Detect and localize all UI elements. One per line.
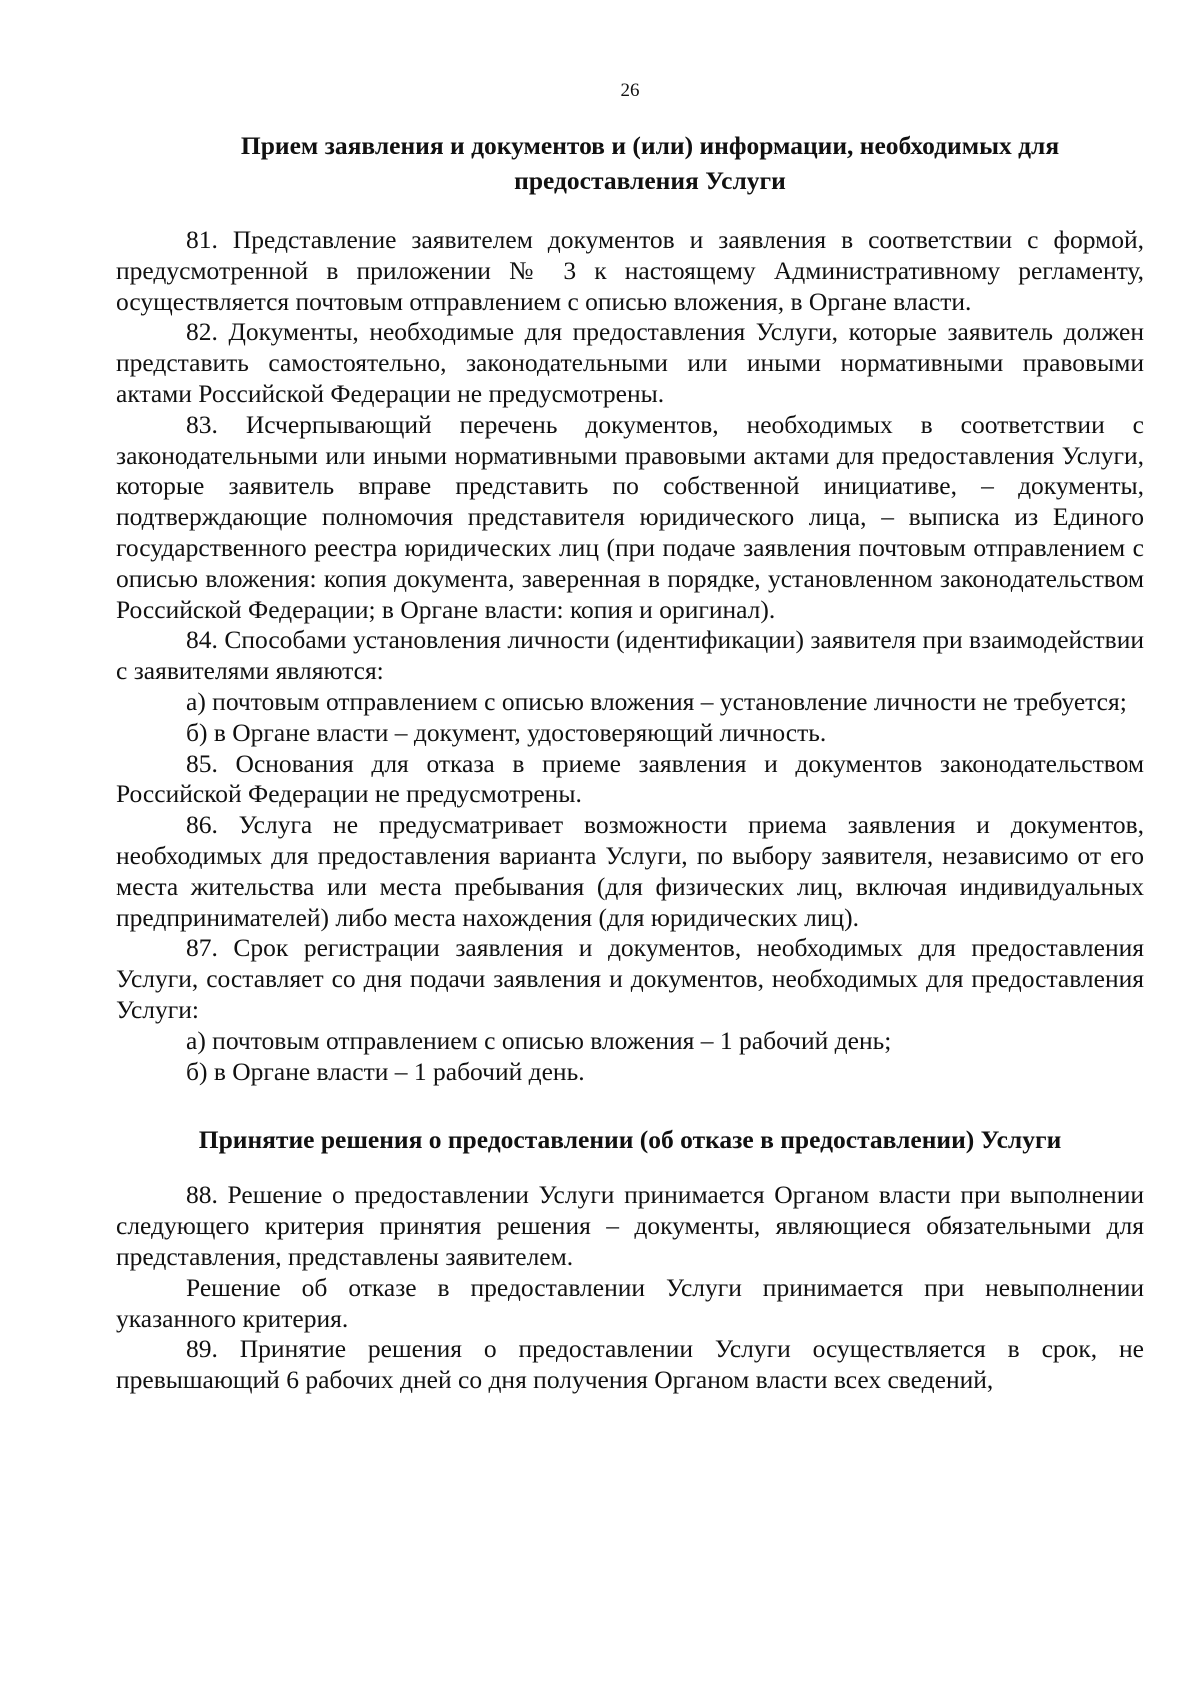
paragraph-86: 86. Услуга не предусматривает возможности приема заявления и документов, необходимых для предоставления варианта Услуги, по выбору заявителя, независимо от его места жительства или места пребывания (для физических лиц, включая индивидуальных предпринимателей) либо места нахождения (для юридических лиц). <box>116 810 1144 932</box>
section-heading-reception: Прием заявления и документов и (или) информации, необходимых для предоставления Услуги <box>240 131 1060 195</box>
paragraph-88-refusal: Решение об отказе в предоставлении Услуги принимается при невыполнении указанного критерия. <box>116 1272 1144 1333</box>
paragraph-87: 87. Срок регистрации заявления и документов, необходимых для предоставления Услуги, составляет со дня подачи заявления и документов, необходимых для предоставления Услуги: <box>116 933 1144 1024</box>
paragraph-81: 81. Представление заявителем документов и заявления в соответствии с формой, предусмотренной в приложении № 3 к настоящему Административному регламенту, осуществляется почтовым отправлением с описью вложения, в Органе власти. <box>116 225 1144 316</box>
document-body <box>116 128 1144 1396</box>
paragraph-87-b: б) в Органе власти – 1 рабочий день. <box>186 1056 585 1086</box>
page-number: 26 <box>620 80 640 101</box>
section-heading-decision: Принятие решения о предоставлении (об отказе в предоставлении) Услуги <box>198 1125 1062 1155</box>
paragraph-84-a: а) почтовым отправлением с описью вложения – установление личности не требуется; <box>186 686 1127 716</box>
paragraph-84-b: б) в Органе власти – документ, удостоверяющий личность. <box>186 717 827 747</box>
paragraph-88: 88. Решение о предоставлении Услуги принимается Органом власти при выполнении следующего критерия принятия решения – документы, являющиеся обязательными для представления, представлены заявителем. <box>116 1180 1144 1271</box>
paragraph-84: 84. Способами установления личности (идентификации) заявителя при взаимодействии с заявителями являются: <box>116 625 1144 686</box>
section-decision-paragraphs <box>116 1180 1144 1396</box>
paragraph-83: 83. Исчерпывающий перечень документов, необходимых в соответствии с законодательными или иными нормативными правовыми актами для предоставления Услуги, которые заявитель вправе представить по собственной инициативе, – документы, подтверждающие полномочия представителя юридического лица, – выписка из Единого государственного реестра юридических лиц (при подаче заявления почтовым отправлением с описью вложения: копия документа, заверенная в порядке, установленном законодательством Российской Федерации; в Органе власти: копия и оригинал). <box>116 409 1144 624</box>
paragraph-82: 82. Документы, необходимые для предоставления Услуги, которые заявитель должен представить самостоятельно, законодательными или иными нормативными правовыми актами Российской Федерации не предусмотрены. <box>116 317 1144 408</box>
paragraph-89: 89. Принятие решения о предоставлении Услуги осуществляется в срок, не превышающий 6 рабочих дней со дня получения Органом власти всех сведений, <box>116 1334 1144 1395</box>
paragraph-85: 85. Основания для отказа в приеме заявления и документов законодательством Российской Федерации не предусмотрены. <box>116 748 1144 809</box>
section-reception-paragraphs <box>116 225 1144 1087</box>
paragraph-87-a: а) почтовым отправлением с описью вложения – 1 рабочий день; <box>186 1025 892 1055</box>
